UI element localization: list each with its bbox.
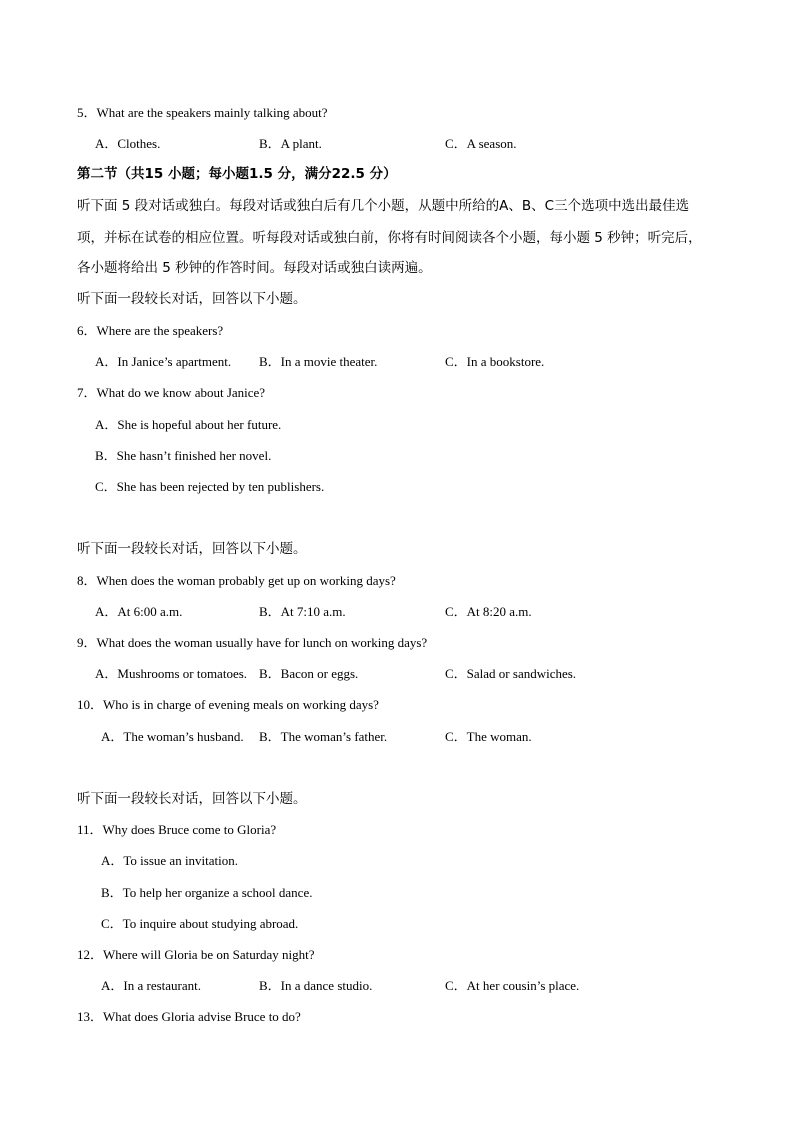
q10-stem: 10．Who is in charge of evening meals on working days?	[77, 697, 379, 712]
section2-heading: 第二节（共15 小题；每小题1.5 分，满分22.5 分）	[77, 166, 397, 182]
q9-option-c: C．Salad or sandwiches.	[445, 666, 577, 681]
dialog1-intro: 听下面一段较长对话，回答以下小题。	[77, 291, 307, 307]
q12-option-b: B．In a dance studio.	[259, 978, 373, 993]
q8-stem: 8．When does the woman probably get up on working days?	[77, 573, 396, 588]
dialog2-intro: 听下面一段较长对话，回答以下小题。	[77, 541, 307, 557]
q5-option-b: B．A plant.	[259, 136, 322, 151]
q10-option-c: C．The woman.	[445, 729, 532, 744]
q5-option-a: A．Clothes.	[95, 136, 161, 151]
q12-stem: 12．Where will Gloria be on Saturday night?	[77, 947, 315, 962]
q11-option-c: C．To inquire about studying abroad.	[101, 916, 299, 931]
q6-option-c: C．In a bookstore.	[445, 354, 545, 369]
q13-stem: 13．What does Gloria advise Bruce to do?	[77, 1009, 301, 1024]
q12-option-a: A．In a restaurant.	[101, 978, 201, 993]
section2-instruction-line-2: 项，并标在试卷的相应位置。听每段对话或独白前，你将有时间阅读各个小题，每小题 5 秒钟；听完后，	[77, 230, 702, 246]
q5-stem: 5．What are the speakers mainly talking about?	[77, 105, 328, 120]
q8-option-b: B．At 7:10 a.m.	[259, 604, 346, 619]
q9-option-b: B．Bacon or eggs.	[259, 666, 359, 681]
q8-option-c: C．At 8:20 a.m.	[445, 604, 532, 619]
section2-instruction-line-1: 听下面 5 段对话或独白。每段对话或独白后有几个小题，从题中所给的A、B、C三个选项中选出最佳选	[77, 198, 690, 214]
q11-option-b: B．To help her organize a school dance.	[101, 885, 313, 900]
q11-stem: 11．Why does Bruce come to Gloria?	[77, 822, 277, 837]
q9-option-a: A．Mushrooms or tomatoes.	[95, 666, 248, 681]
q11-option-a: A．To issue an invitation.	[101, 853, 239, 868]
q9-stem: 9．What does the woman usually have for lunch on working days?	[77, 635, 428, 650]
q7-stem: 7．What do we know about Janice?	[77, 385, 266, 400]
q12-option-c: C．At her cousin’s place.	[445, 978, 580, 993]
q7-option-b: B．She hasn’t finished her novel.	[95, 448, 272, 463]
q6-stem: 6．Where are the speakers?	[77, 323, 224, 338]
q7-option-a: A．She is hopeful about her future.	[95, 417, 282, 432]
q10-option-a: A．The woman’s husband.	[101, 729, 244, 744]
q8-option-a: A．At 6:00 a.m.	[95, 604, 183, 619]
q10-option-b: B．The woman’s father.	[259, 729, 388, 744]
q6-option-a: A．In Janice’s apartment.	[95, 354, 232, 369]
q5-option-c: C．A season.	[445, 136, 517, 151]
section2-instruction-line-3: 各小题将给出 5 秒钟的作答时间。每段对话或独白读两遍。	[77, 260, 432, 276]
q6-option-b: B．In a movie theater.	[259, 354, 378, 369]
q7-option-c: C．She has been rejected by ten publishers.	[95, 479, 325, 494]
dialog3-intro: 听下面一段较长对话，回答以下小题。	[77, 791, 307, 807]
